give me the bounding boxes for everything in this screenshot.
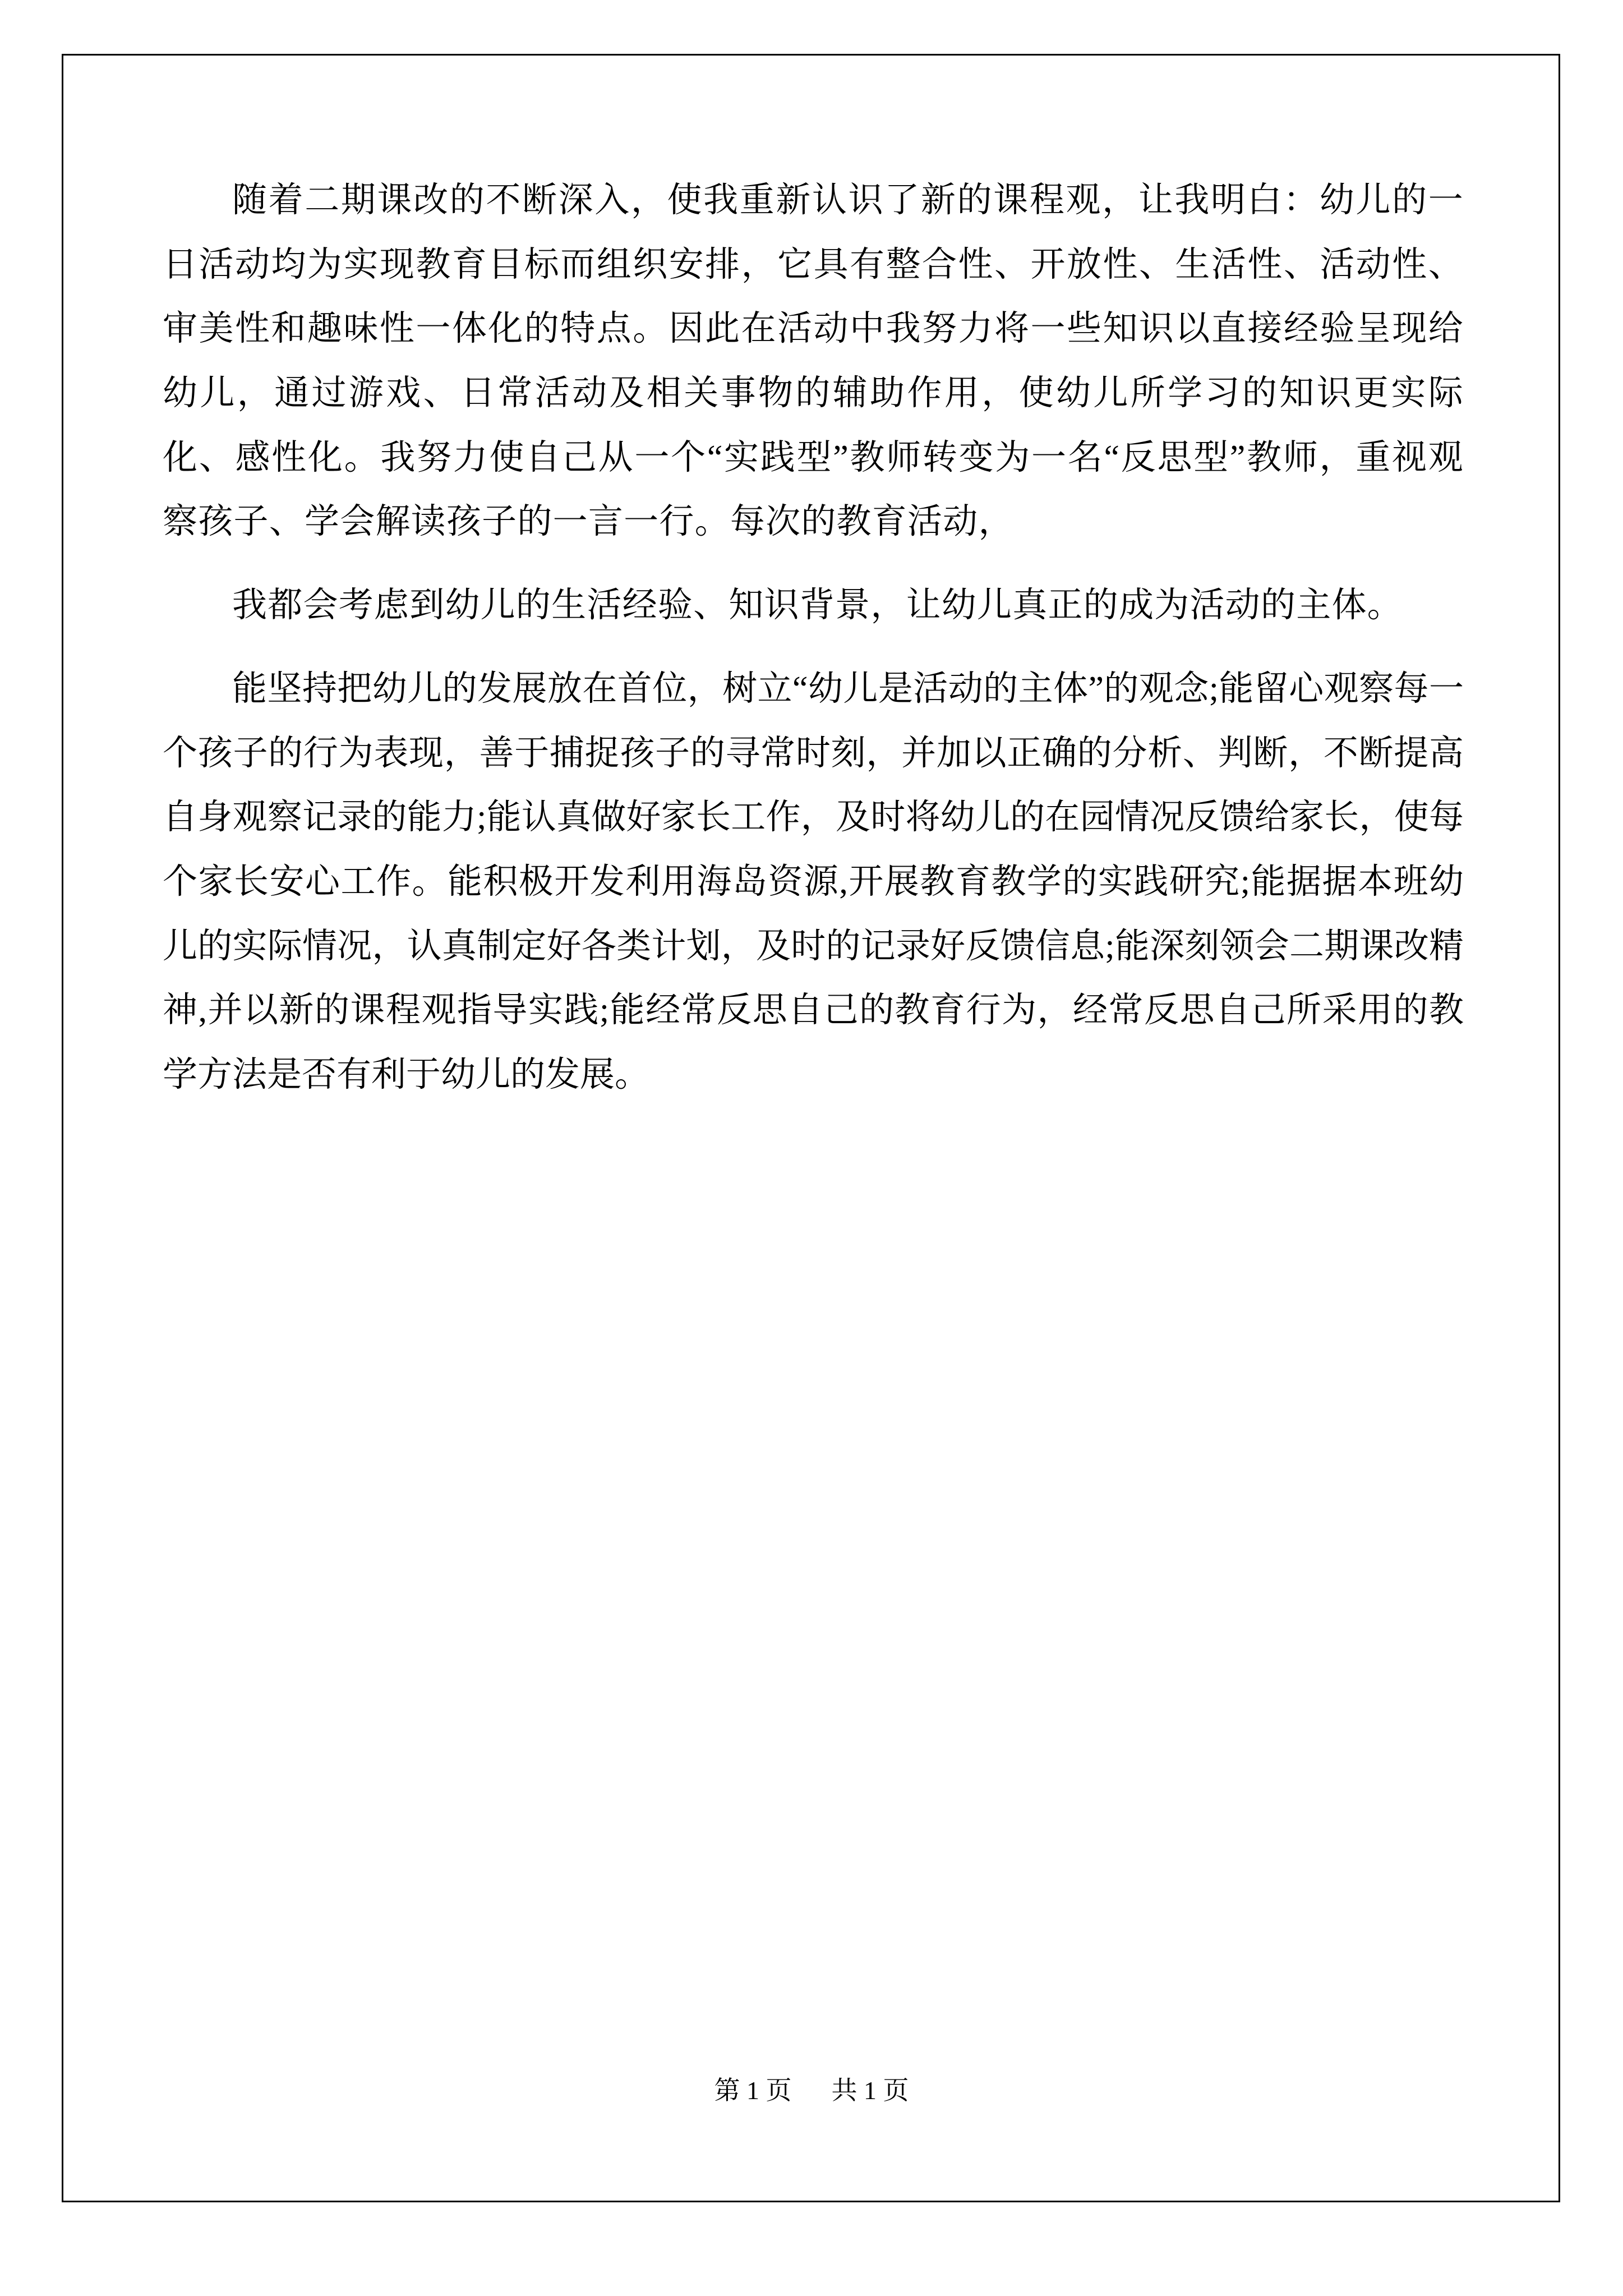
- paragraph: 能坚持把幼儿的发展放在首位，树立“幼儿是活动的主体”的观念;能留心观察每一个孩子的行为表现，善于捕捉孩子的寻常时刻，并加以正确的分析、判断，不断提高自身观察记录的能力;能认真做好家长工作，及时将幼儿的在园情况反馈给家长，使每个家长安心工作。能积极开发利用海岛资源,开展教育教学的实践研究;能据据本班幼儿的实际情况，认真制定好各类计划，及时的记录好反馈信息;能深刻领会二期课改精神,并以新的课程观指导实践;能经常反思自己的教育行为，经常反思自己所采用的教学方法是否有利于幼儿的发展。: [163, 669, 1464, 1094]
- page-footer: [0, 2070, 1623, 2107]
- paragraph: 我都会考虑到幼儿的生活经验、知识背景，让幼儿真正的成为活动的主体。: [232, 586, 1403, 625]
- footer-total-pages: 共 1 页: [831, 2076, 909, 2105]
- paragraph: 随着二期课改的不断深入，使我重新认识了新的课程观，让我明白：幼儿的一日活动均为实现教育目标而组织安排，它具有整合性、开放性、生活性、活动性、审美性和趣味性一体化的特点。因此在活动中我努力将一些知识以直接经验呈现给幼儿，通过游戏、日常活动及相关事物的辅助作用，使幼儿所学习的知识更实际化、感性化。我努力使自己从一个“实践型”教师转变为一名“反思型”教师，重视观察孩子、学会解读孩子的一言一行。每次的教育活动，: [163, 181, 1464, 541]
- document-body: [163, 168, 1464, 1126]
- footer-current-page: 第 1 页: [714, 2076, 792, 2105]
